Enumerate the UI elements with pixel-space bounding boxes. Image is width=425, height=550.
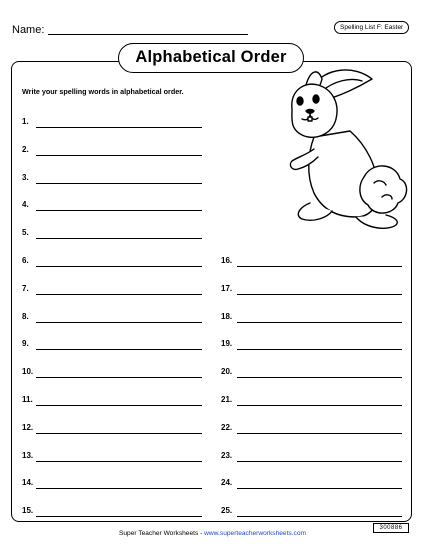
answer-number: 7. xyxy=(22,283,29,293)
bunny-icon xyxy=(270,57,420,242)
answer-number: 25. xyxy=(221,506,233,516)
answer-number: 14. xyxy=(22,478,34,488)
spelling-list-badge: Spelling List F: Easter xyxy=(334,21,409,34)
answer-line[interactable] xyxy=(237,433,402,434)
answer-line[interactable] xyxy=(237,294,402,295)
footer-url[interactable]: www.superteacherworksheets.com xyxy=(204,530,307,537)
answer-number: 19. xyxy=(221,339,233,349)
answer-line[interactable] xyxy=(36,349,202,350)
worksheet-title: Alphabetical Order xyxy=(118,43,304,73)
answer-number: 11. xyxy=(22,395,33,404)
answer-number: 16. xyxy=(221,256,233,265)
answer-line[interactable] xyxy=(36,461,202,462)
answer-number: 22. xyxy=(221,422,233,432)
footer-brand: Super Teacher Worksheets xyxy=(118,530,199,537)
answer-number: 13. xyxy=(22,450,34,460)
answer-line[interactable] xyxy=(237,349,402,350)
answer-line[interactable] xyxy=(36,210,202,211)
answer-line[interactable] xyxy=(36,405,202,406)
answer-line[interactable] xyxy=(36,155,202,156)
answer-number: 24. xyxy=(221,478,233,488)
worksheet-code: 300886 xyxy=(373,523,409,533)
answer-number: 9. xyxy=(22,339,29,349)
answer-line[interactable] xyxy=(36,238,202,239)
footer xyxy=(0,530,425,537)
answer-number: 10. xyxy=(22,367,34,377)
answer-number: 6. xyxy=(22,256,29,265)
answer-line[interactable] xyxy=(237,322,402,323)
answer-number: 20. xyxy=(221,367,233,377)
answer-number: 2. xyxy=(22,144,29,154)
answer-number: 3. xyxy=(22,172,29,182)
answer-line[interactable] xyxy=(36,433,202,434)
answer-line[interactable] xyxy=(36,377,202,378)
answer-line[interactable] xyxy=(36,266,202,267)
answer-line[interactable] xyxy=(237,488,402,489)
answer-line[interactable] xyxy=(36,127,202,128)
answer-number: 1. xyxy=(22,117,29,126)
name-line[interactable] xyxy=(48,34,248,35)
name-label: Name: xyxy=(12,24,45,36)
answer-line[interactable] xyxy=(237,405,402,406)
answer-number: 4. xyxy=(22,200,29,210)
answer-line[interactable] xyxy=(36,488,202,489)
answer-number: 12. xyxy=(22,422,34,432)
answer-line[interactable] xyxy=(36,294,202,295)
answer-line[interactable] xyxy=(36,322,202,323)
answer-number: 21. xyxy=(221,395,233,404)
footer-separator: - xyxy=(198,530,205,537)
answer-line[interactable] xyxy=(36,183,202,184)
answer-number: 18. xyxy=(221,311,233,321)
answer-number: 17. xyxy=(221,283,233,293)
instructions: Write your spelling words in alphabetical order. xyxy=(22,87,184,96)
answer-line[interactable] xyxy=(237,377,402,378)
answer-line[interactable] xyxy=(36,516,202,517)
answer-number: 8. xyxy=(22,311,29,321)
answer-number: 23. xyxy=(221,450,233,460)
answer-line[interactable] xyxy=(237,266,402,267)
answer-number: 15. xyxy=(22,506,34,516)
answer-line[interactable] xyxy=(237,516,402,517)
answer-line[interactable] xyxy=(237,461,402,462)
answer-number: 5. xyxy=(22,228,29,238)
